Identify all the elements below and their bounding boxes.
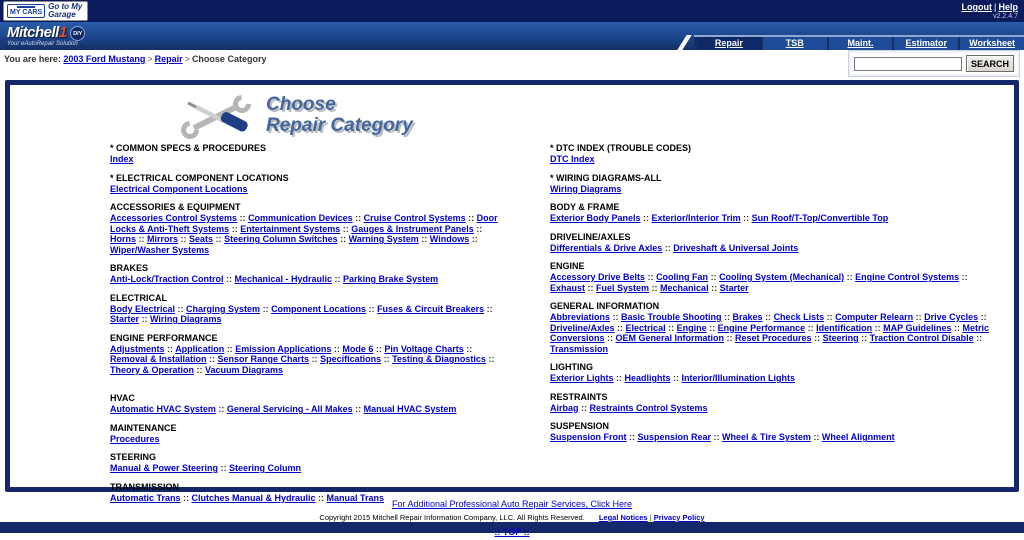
- search-button[interactable]: SEARCH: [966, 55, 1014, 72]
- link-separator: ::: [721, 312, 733, 322]
- category-link[interactable]: Brakes: [732, 312, 763, 322]
- category-link[interactable]: Warning System: [348, 234, 419, 244]
- category-link[interactable]: MAP Guidelines: [883, 322, 952, 333]
- link-separator: ::: [711, 432, 723, 442]
- category-heading: ELECTRICAL: [110, 292, 167, 303]
- link-separator: ::: [578, 402, 590, 413]
- category-section: [550, 421, 998, 443]
- category-section: [550, 392, 998, 414]
- pipe-divider: |: [993, 2, 997, 12]
- category-link[interactable]: Fuel System: [596, 282, 650, 293]
- category-link[interactable]: Application: [175, 343, 225, 354]
- category-section: [110, 333, 510, 376]
- page-title-line1: Choose: [266, 94, 336, 115]
- link-separator: ::: [872, 322, 884, 333]
- page-header: [10, 85, 1014, 143]
- category-heading: ENGINE: [550, 261, 585, 271]
- category-link[interactable]: Traction Control Disable: [869, 333, 974, 343]
- category-link[interactable]: Automatic Trans: [110, 492, 181, 503]
- category-link[interactable]: Driveline/Axles: [550, 322, 615, 333]
- category-link[interactable]: Exterior/Interior Trim: [651, 213, 741, 223]
- link-separator: ::: [485, 354, 495, 364]
- link-separator: ::: [708, 272, 720, 282]
- category-link[interactable]: Electrical: [625, 322, 666, 333]
- link-separator: ::: [805, 322, 817, 333]
- link-separator: ::: [844, 272, 856, 282]
- link-separator: ::: [973, 333, 983, 343]
- breadcrumb-link-vehicle[interactable]: 2003 Ford Mustang: [63, 54, 146, 64]
- category-column-left: [110, 143, 510, 511]
- legal-notices-link[interactable]: Legal Notices: [598, 513, 648, 522]
- mitchell1-logo: [7, 24, 85, 47]
- link-separator: ::: [640, 213, 652, 223]
- tab-tsb[interactable]: TSB: [763, 37, 827, 50]
- category-section: [550, 362, 998, 384]
- category-link[interactable]: Wiring Diagrams: [150, 314, 222, 324]
- tab-slash-decoration: [677, 35, 691, 50]
- category-heading: TRANSMISSION: [110, 481, 180, 492]
- link-separator: ::: [218, 463, 230, 473]
- search-input[interactable]: [854, 57, 962, 71]
- category-section: [550, 202, 998, 224]
- category-section: [110, 423, 510, 445]
- link-separator: ::: [665, 322, 677, 333]
- link-separator: ::: [178, 234, 190, 244]
- category-link[interactable]: Starter: [719, 282, 749, 293]
- category-link[interactable]: Communication Devices: [248, 213, 353, 223]
- category-link[interactable]: Sensor Range Charts: [217, 354, 310, 364]
- link-separator: ::: [724, 333, 736, 343]
- brand-tagline: Your eAutoRepair Solution: [7, 41, 78, 47]
- category-link[interactable]: Basic Trouble Shooting: [621, 312, 722, 322]
- nav-tab-bar: [694, 35, 1024, 50]
- breadcrumb: [4, 54, 266, 64]
- category-link[interactable]: Cooling Fan: [656, 272, 709, 282]
- category-section: [550, 143, 998, 165]
- category-heading: RESTRAINTS: [550, 391, 608, 402]
- category-link[interactable]: Airbag: [550, 402, 579, 413]
- breadcrumb-row: [0, 50, 1024, 80]
- link-separator: ::: [610, 312, 622, 322]
- category-link[interactable]: Electrical Component Locations: [110, 183, 248, 194]
- category-section: [110, 173, 510, 195]
- category-link[interactable]: Check Lists: [773, 312, 825, 322]
- link-separator: ::: [484, 303, 493, 314]
- link-separator: ::: [224, 343, 236, 354]
- category-heading: DRIVELINE/AXLES: [550, 231, 631, 242]
- brand-one: 1: [58, 24, 68, 41]
- category-link[interactable]: Engine Control Systems: [855, 272, 960, 282]
- breadcrumb-link-repair[interactable]: Repair: [154, 54, 183, 64]
- link-separator: ::: [469, 234, 478, 244]
- category-section: [110, 393, 510, 415]
- category-section: [550, 261, 998, 293]
- category-heading: * ELECTRICAL COMPONENT LOCATIONS: [110, 172, 289, 183]
- category-link[interactable]: Mirrors: [147, 234, 179, 244]
- category-link[interactable]: Wiring Diagrams: [550, 183, 622, 194]
- category-link[interactable]: Theory & Operation: [110, 364, 195, 375]
- link-separator: ::: [951, 322, 963, 333]
- category-link[interactable]: Drive Cycles: [924, 312, 979, 322]
- link-separator: ::: [206, 354, 218, 364]
- category-section: [550, 232, 998, 254]
- category-heading: * WIRING DIAGRAMS-ALL: [550, 172, 662, 183]
- category-link[interactable]: Specifications: [320, 354, 382, 364]
- my-cars-plate-icon: [7, 4, 45, 18]
- category-link[interactable]: Starter: [110, 314, 140, 324]
- category-link[interactable]: Headlights: [624, 373, 671, 383]
- link-separator: ::: [164, 343, 176, 354]
- link-separator: ::: [645, 272, 657, 282]
- brand-text: Mitchell: [7, 24, 59, 41]
- category-section: [110, 293, 510, 325]
- category-link[interactable]: Cruise Control Systems: [363, 213, 466, 223]
- category-heading: LIGHTING: [550, 362, 593, 372]
- link-separator: ::: [706, 322, 718, 333]
- category-link[interactable]: Adjustments: [110, 343, 165, 354]
- page-title: [266, 94, 413, 136]
- tab-worksheet[interactable]: Worksheet: [960, 37, 1024, 50]
- additional-services-link[interactable]: For Additional Professional Auto Repair Services, Click Here: [391, 499, 633, 509]
- link-separator: ::: [978, 312, 987, 322]
- link-separator: ::: [309, 354, 321, 364]
- category-columns: [10, 143, 1014, 511]
- pipe-divider: |: [649, 513, 652, 522]
- category-link[interactable]: Restraints Control Systems: [589, 402, 708, 413]
- link-separator: ::: [418, 234, 430, 244]
- breadcrumb-separator: >: [184, 54, 190, 64]
- link-separator: ::: [229, 223, 241, 234]
- category-link[interactable]: Accessory Drive Belts: [550, 272, 646, 282]
- tab-estimator[interactable]: Estimator: [894, 37, 958, 50]
- link-separator: ::: [260, 303, 272, 314]
- category-link[interactable]: Anti-Lock/Traction Control: [110, 274, 224, 284]
- version-label: v2.2.4.7: [993, 13, 1018, 20]
- top-link[interactable]: :: TOP ::: [494, 527, 530, 537]
- category-link[interactable]: Mechanical: [660, 282, 709, 293]
- link-separator: ::: [215, 404, 227, 414]
- category-link[interactable]: Charging System: [186, 303, 261, 314]
- category-link[interactable]: Steering Column: [229, 463, 302, 473]
- category-link[interactable]: Component Locations: [271, 303, 367, 314]
- link-separator: ::: [366, 303, 378, 314]
- link-separator: ::: [136, 234, 148, 244]
- category-heading: * COMMON SPECS & PROCEDURES: [110, 143, 267, 153]
- link-separator: ::: [811, 333, 823, 343]
- link-separator: ::: [662, 242, 674, 253]
- link-separator: ::: [810, 432, 822, 442]
- category-link[interactable]: Body Electrical: [110, 303, 176, 314]
- category-link[interactable]: Exterior Lights: [550, 373, 614, 383]
- tab-maint[interactable]: Maint.: [829, 37, 893, 50]
- category-heading: GENERAL INFORMATION: [550, 301, 660, 311]
- category-column-right: [550, 143, 998, 511]
- breadcrumb-prefix: You are here:: [4, 54, 61, 64]
- go-to-my-garage-button[interactable]: [3, 1, 88, 21]
- link-separator: ::: [613, 373, 625, 383]
- category-link[interactable]: General Servicing - All Makes: [226, 404, 353, 414]
- category-link[interactable]: Steering: [822, 333, 859, 343]
- category-link[interactable]: Suspension Front: [550, 432, 627, 442]
- breadcrumb-current: Choose Category: [191, 54, 267, 64]
- category-heading: MAINTENANCE: [110, 422, 177, 433]
- category-heading: SUSPENSION: [550, 421, 610, 431]
- link-separator: ::: [959, 272, 968, 282]
- category-section: [550, 301, 998, 354]
- link-separator: ::: [740, 213, 752, 223]
- category-link[interactable]: Vacuum Diagrams: [205, 364, 284, 375]
- category-link[interactable]: Differentials & Drive Axles: [550, 242, 663, 253]
- link-separator: ::: [237, 213, 249, 223]
- category-heading: * DTC INDEX (TROUBLE CODES): [550, 143, 692, 153]
- link-separator: ::: [626, 432, 638, 442]
- plate-banner: [17, 6, 35, 8]
- category-link[interactable]: Abbreviations: [550, 312, 611, 322]
- link-separator: ::: [465, 213, 477, 223]
- category-heading: ENGINE PERFORMANCE: [110, 332, 218, 343]
- link-separator: ::: [352, 213, 364, 223]
- category-link[interactable]: Exhaust: [550, 282, 586, 293]
- category-link[interactable]: Entertainment Systems: [240, 223, 341, 234]
- category-link[interactable]: Mode 6: [342, 343, 374, 354]
- category-link[interactable]: Metric Conversions: [550, 322, 989, 343]
- category-link[interactable]: Parking Brake System: [343, 274, 439, 284]
- link-separator: ::: [824, 312, 836, 322]
- copyright-text: Copyright 2015 Mitchell Repair Information Company, LLC. All Rights Reserved.: [319, 513, 585, 522]
- repair-tools-icon: [178, 94, 254, 140]
- category-link[interactable]: Emission Applications: [235, 343, 332, 354]
- link-separator: ::: [340, 223, 352, 234]
- link-separator: ::: [463, 343, 473, 354]
- link-separator: ::: [858, 333, 870, 343]
- link-separator: ::: [604, 333, 616, 343]
- breadcrumb-separator: >: [147, 54, 153, 64]
- search-box: [848, 50, 1020, 77]
- diy-badge: DIY: [70, 26, 85, 41]
- link-separator: ::: [381, 354, 393, 364]
- page-title-line2: Repair Category: [266, 115, 413, 136]
- link-separator: ::: [331, 343, 343, 354]
- category-link[interactable]: Removal & Installation: [110, 354, 207, 364]
- link-separator: ::: [585, 282, 597, 293]
- link-separator: ::: [180, 492, 192, 503]
- link-separator: ::: [194, 364, 206, 375]
- help-link[interactable]: Help: [998, 2, 1018, 12]
- category-link[interactable]: Computer Relearn: [835, 312, 914, 322]
- category-heading: BODY & FRAME: [550, 202, 620, 212]
- category-link[interactable]: Windows: [429, 234, 470, 244]
- content-box: [5, 80, 1019, 503]
- category-link[interactable]: Automatic HVAC System: [110, 404, 216, 414]
- category-link[interactable]: OEM General Information: [615, 333, 725, 343]
- category-link[interactable]: Manual HVAC System: [363, 404, 457, 414]
- category-link[interactable]: Testing & Diagnostics: [392, 354, 486, 364]
- category-link[interactable]: Clutches Manual & Hydraulic: [191, 492, 316, 503]
- category-link[interactable]: Engine: [676, 322, 707, 333]
- category-link[interactable]: Identification: [816, 322, 873, 333]
- category-link[interactable]: Reset Procedures: [735, 333, 812, 343]
- logout-link[interactable]: Logout: [961, 2, 992, 12]
- category-section: [110, 263, 510, 285]
- link-separator: ::: [708, 282, 720, 293]
- link-separator: ::: [223, 274, 235, 284]
- category-link[interactable]: Interior/Illumination Lights: [681, 373, 796, 383]
- category-link[interactable]: Mechanical - Hydraulic: [234, 274, 333, 284]
- category-link[interactable]: Driveshaft & Universal Joints: [673, 242, 799, 253]
- category-link[interactable]: Wheel & Tire System: [722, 432, 811, 442]
- category-link[interactable]: Gauges & Instrument Panels: [351, 223, 474, 234]
- category-section: [110, 143, 510, 165]
- link-separator: ::: [913, 312, 925, 322]
- category-heading: STEERING: [110, 452, 157, 462]
- category-link[interactable]: Accessories Control Systems: [110, 213, 238, 223]
- link-separator: ::: [649, 282, 661, 293]
- garage-label: Go to My Garage: [48, 2, 83, 19]
- link-separator: ::: [352, 404, 364, 414]
- category-link[interactable]: Cooling System (Mechanical): [719, 272, 845, 282]
- category-link[interactable]: Horns: [110, 234, 137, 244]
- category-section: [110, 452, 510, 474]
- link-separator: ::: [670, 373, 682, 383]
- category-link[interactable]: DTC Index: [550, 154, 595, 164]
- category-link[interactable]: Sun Roof/T-Top/Convertible Top: [751, 213, 889, 223]
- plate-text: MY CARS: [10, 9, 43, 16]
- category-heading: ACCESSORIES & EQUIPMENT: [110, 202, 241, 212]
- category-link[interactable]: Suspension Rear: [637, 432, 712, 442]
- category-link[interactable]: Steering Column Switches: [224, 234, 338, 244]
- category-link[interactable]: Door Locks & Anti-Theft Systems: [110, 213, 498, 234]
- category-link[interactable]: Pin Voltage Charts: [384, 343, 464, 354]
- category-link[interactable]: Transmission: [550, 343, 609, 354]
- session-links: [961, 2, 1018, 20]
- link-separator: ::: [473, 223, 483, 234]
- top-bar: [0, 0, 1024, 22]
- link-separator: ::: [175, 303, 187, 314]
- category-section: [110, 202, 510, 255]
- brand-bar: [0, 22, 1024, 50]
- category-link[interactable]: Exterior Body Panels: [550, 213, 641, 223]
- category-link[interactable]: Procedures: [110, 433, 160, 444]
- link-separator: ::: [213, 234, 225, 244]
- category-section: [550, 173, 998, 195]
- tab-repair[interactable]: Repair: [697, 37, 761, 50]
- category-link[interactable]: Seats: [189, 234, 214, 244]
- link-separator: ::: [614, 322, 626, 333]
- category-heading: HVAC: [110, 393, 135, 403]
- link-separator: ::: [332, 274, 344, 284]
- category-link[interactable]: Wiper/Washer Systems: [110, 244, 210, 255]
- category-link[interactable]: Wheel Alignment: [821, 432, 895, 442]
- category-heading: BRAKES: [110, 263, 149, 273]
- link-separator: ::: [762, 312, 774, 322]
- link-separator: ::: [139, 314, 151, 324]
- privacy-policy-link[interactable]: Privacy Policy: [653, 513, 705, 522]
- category-link[interactable]: Manual & Power Steering: [110, 463, 219, 473]
- link-separator: ::: [373, 343, 385, 354]
- category-link[interactable]: Engine Performance: [717, 322, 806, 333]
- category-link[interactable]: Index: [110, 154, 134, 164]
- category-link[interactable]: Manual Trans: [326, 492, 385, 503]
- category-link[interactable]: Fuses & Circuit Breakers: [377, 303, 485, 314]
- link-separator: ::: [337, 234, 349, 244]
- link-separator: ::: [315, 492, 327, 503]
